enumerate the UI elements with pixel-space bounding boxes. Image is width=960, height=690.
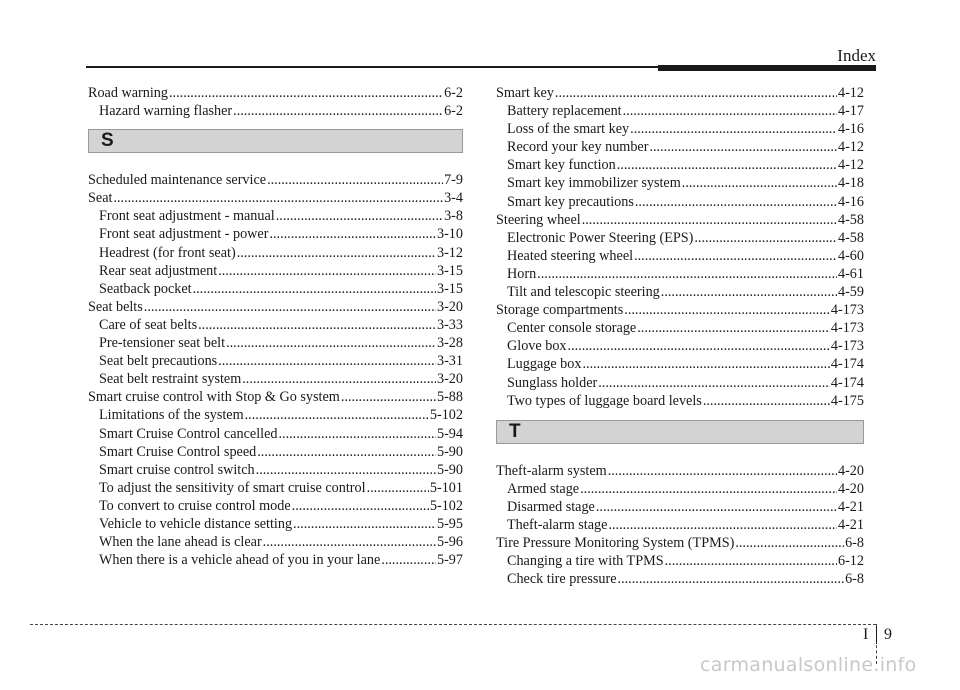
dot-leader	[242, 370, 436, 388]
index-subentry	[88, 352, 463, 370]
index-subentry	[496, 392, 864, 410]
index-entry-term: Smart cruise control with Stop & Go system	[88, 389, 340, 406]
index-entry-term: Smart key	[496, 85, 554, 101]
index-entry	[496, 84, 864, 102]
index-subentry	[496, 570, 864, 588]
index-entry-page: 4-20	[837, 480, 864, 497]
index-subentry	[88, 461, 463, 479]
dot-leader	[555, 84, 837, 102]
section-header-s: S	[88, 129, 463, 153]
index-entry-term: Rear seat adjustment	[99, 262, 218, 279]
index-entry-page: 4-61	[837, 265, 864, 282]
dot-leader	[245, 406, 429, 424]
index-entry-term: Vehicle to vehicle distance setting	[99, 515, 293, 532]
dot-leader	[596, 498, 837, 516]
index-group-s-cont	[496, 84, 864, 410]
dot-leader	[269, 225, 436, 243]
index-entry-page: 6-2	[444, 103, 463, 120]
index-entry-page: 5-102	[429, 407, 463, 424]
index-subentry	[88, 262, 463, 280]
index-subentry	[496, 265, 864, 283]
index-entry-page: 3-15	[436, 262, 463, 279]
dot-leader	[582, 355, 829, 373]
index-entry-term: Seat	[88, 190, 113, 207]
index-entry-page: 4-12	[837, 139, 864, 156]
dot-leader	[293, 515, 436, 533]
index-subentry	[496, 156, 864, 174]
dot-leader	[256, 461, 436, 479]
dot-leader	[218, 352, 436, 370]
dot-leader	[233, 102, 443, 120]
header-rule-accent	[658, 65, 876, 71]
index-entry-term: Sunglass holder	[507, 374, 598, 391]
dot-leader	[582, 211, 837, 229]
index-subentry	[88, 551, 463, 569]
index-entry-page: 5-95	[436, 515, 463, 532]
index-entry	[88, 298, 463, 316]
index-entry-page: 4-173	[830, 320, 864, 337]
index-entry-page: 5-90	[436, 461, 463, 478]
index-subentry	[496, 120, 864, 138]
index-entry	[88, 84, 463, 102]
index-entry-term: Front seat adjustment - manual	[99, 208, 275, 225]
dot-leader	[292, 497, 429, 515]
index-entry-term: When there is a vehicle ahead of you in your lane	[99, 552, 381, 569]
index-entry-term: Front seat adjustment - power	[99, 226, 269, 243]
index-subentry	[496, 355, 864, 373]
index-entry-term: Scheduled maintenance service	[88, 172, 267, 189]
index-subentry	[496, 552, 864, 570]
index-entry-page: 4-58	[837, 229, 864, 246]
index-subentry	[88, 370, 463, 388]
index-entry-page: 4-20	[837, 462, 864, 479]
index-entry-page: 3-8	[444, 208, 463, 225]
index-entry-term: Hazard warning flasher	[99, 103, 233, 120]
index-subentry	[496, 247, 864, 265]
index-entry-term: Theft-alarm stage	[507, 516, 608, 533]
index-entry-page: 3-15	[436, 280, 463, 297]
index-entry-term: Headrest (for front seat)	[99, 244, 236, 261]
dot-leader	[682, 174, 837, 192]
section-header-t: T	[496, 420, 864, 444]
index-entry-page: 4-12	[837, 85, 864, 101]
index-entry-page: 4-21	[837, 498, 864, 515]
index-entry-page: 6-2	[444, 85, 463, 101]
index-entry-term: Center console storage	[507, 320, 637, 337]
dot-leader	[198, 316, 436, 334]
index-entry-page: 3-10	[436, 226, 463, 243]
index-entry-page: 4-21	[837, 516, 864, 533]
index-entry	[496, 211, 864, 229]
dot-leader	[649, 138, 837, 156]
page-header-title: Index	[837, 46, 876, 65]
footer-rule	[30, 624, 876, 625]
dot-leader	[703, 392, 830, 410]
index-entry-term: Battery replacement	[507, 103, 622, 120]
dot-leader	[278, 425, 436, 443]
dot-leader	[630, 120, 837, 138]
index-entry-page: 4-174	[830, 374, 864, 391]
index-subentry	[496, 174, 864, 192]
index-group-t	[496, 462, 864, 589]
footer-page-number: 9	[884, 626, 892, 643]
index-group-s	[88, 171, 463, 569]
index-subentry	[88, 497, 463, 515]
dot-leader	[537, 265, 837, 283]
index-subentry	[88, 102, 463, 120]
index-entry-term: Theft-alarm system	[496, 462, 607, 479]
index-entry-term: Smart Cruise Control speed	[99, 443, 257, 460]
dot-leader	[568, 337, 830, 355]
index-entry-page: 3-31	[436, 353, 463, 370]
index-entry-page: 5-97	[436, 552, 463, 569]
index-entry-term: Seat belts	[88, 298, 143, 315]
dot-leader	[341, 388, 436, 406]
index-subentry	[496, 498, 864, 516]
index-entry-page: 6-8	[845, 535, 864, 552]
index-subentry	[496, 283, 864, 301]
index-entry-page: 5-102	[429, 497, 463, 514]
dot-leader	[144, 298, 436, 316]
dot-leader	[735, 534, 844, 552]
index-entry-term: Check tire pressure	[507, 571, 617, 588]
dot-leader	[276, 207, 443, 225]
index-entry-term: Luggage box	[507, 356, 582, 373]
index-subentry	[88, 334, 463, 352]
index-entry	[88, 388, 463, 406]
dot-leader	[624, 301, 830, 319]
index-entry-term: Pre-tensioner seat belt	[99, 335, 226, 352]
dot-leader	[263, 533, 436, 551]
dot-leader	[608, 462, 837, 480]
index-subentry	[88, 316, 463, 334]
index-entry-page: 4-58	[837, 211, 864, 228]
dot-leader	[193, 280, 436, 298]
index-entry-page: 4-173	[830, 302, 864, 319]
dot-leader	[617, 156, 837, 174]
index-entry-term: Loss of the smart key	[507, 121, 630, 138]
index-entry-page: 3-4	[444, 190, 463, 207]
dot-leader	[580, 480, 837, 498]
index-entry-term: Tilt and telescopic steering	[507, 284, 660, 301]
dot-leader	[623, 102, 837, 120]
index-entry-page: 4-59	[837, 284, 864, 301]
index-subentry	[496, 193, 864, 211]
index-entry-page: 4-60	[837, 247, 864, 264]
index-subentry	[88, 244, 463, 262]
index-entry-page: 4-12	[837, 157, 864, 174]
watermark-text: carmanualsonline.info	[700, 654, 917, 676]
index-subentry	[88, 425, 463, 443]
dot-leader	[637, 319, 830, 337]
index-entry-page: 5-94	[436, 425, 463, 442]
index-group-r	[88, 84, 463, 120]
dot-leader	[634, 247, 837, 265]
index-subentry	[496, 229, 864, 247]
index-entry-term: To convert to cruise control mode	[99, 497, 291, 514]
dot-leader	[113, 189, 443, 207]
index-subentry	[496, 516, 864, 534]
index-entry-page: 4-175	[830, 392, 864, 409]
index-entry-page: 3-20	[436, 371, 463, 388]
index-entry-page: 4-18	[837, 175, 864, 192]
index-entry-term: Armed stage	[507, 480, 580, 497]
index-entry-term: When the lane ahead is clear	[99, 534, 262, 551]
index-subentry	[88, 406, 463, 424]
index-subentry	[496, 102, 864, 120]
index-entry-page: 5-90	[436, 443, 463, 460]
index-entry-term: Road warning	[88, 85, 168, 101]
index-entry-term: Smart key function	[507, 157, 616, 174]
index-entry-page: 4-173	[830, 338, 864, 355]
index-column-right	[496, 84, 864, 588]
index-entry-term: Care of seat belts	[99, 316, 198, 333]
index-entry-term: Glove box	[507, 338, 567, 355]
index-subentry	[88, 479, 463, 497]
index-entry-term: To adjust the sensitivity of smart cruise control	[99, 479, 366, 496]
index-entry-term: Horn	[507, 265, 537, 282]
index-entry-page: 3-20	[436, 298, 463, 315]
index-entry-term: Smart key precautions	[507, 193, 634, 210]
dot-leader	[267, 171, 443, 189]
index-subentry	[496, 138, 864, 156]
footer-section-label: I	[863, 626, 869, 643]
index-subentry	[88, 207, 463, 225]
index-subentry	[496, 337, 864, 355]
index-entry-page: 6-12	[837, 553, 864, 570]
index-entry-term: Limitations of the system	[99, 407, 244, 424]
index-subentry	[88, 443, 463, 461]
index-entry-page: 5-96	[436, 534, 463, 551]
dot-leader	[367, 479, 429, 497]
index-entry	[496, 301, 864, 319]
index-entry-page: 4-16	[837, 121, 864, 138]
index-entry-page: 7-9	[444, 172, 463, 189]
index-entry-page: 3-28	[436, 335, 463, 352]
dot-leader	[237, 244, 436, 262]
index-entry-page: 4-174	[830, 356, 864, 373]
index-entry-term: Record your key number	[507, 139, 649, 156]
index-column-left	[88, 84, 463, 569]
index-entry-term: Seatback pocket	[99, 280, 192, 297]
index-subentry	[88, 225, 463, 243]
dot-leader	[661, 283, 837, 301]
dot-leader	[218, 262, 436, 280]
footer-page-separator	[876, 626, 877, 644]
index-entry-page: 3-12	[436, 244, 463, 261]
index-entry-page: 6-8	[845, 571, 864, 588]
index-entry-page: 4-16	[837, 193, 864, 210]
dot-leader	[169, 84, 443, 102]
index-entry-term: Two types of luggage board levels	[507, 392, 702, 409]
dot-leader	[608, 516, 837, 534]
index-entry-term: Electronic Power Steering (EPS)	[507, 229, 694, 246]
index-entry	[496, 462, 864, 480]
index-entry-term: Tire Pressure Monitoring System (TPMS)	[496, 535, 735, 552]
index-entry-page: 4-17	[837, 103, 864, 120]
index-entry-term: Storage compartments	[496, 302, 624, 319]
index-entry-term: Seat belt restraint system	[99, 371, 242, 388]
dot-leader	[257, 443, 436, 461]
dot-leader	[635, 193, 837, 211]
dot-leader	[381, 551, 436, 569]
index-subentry	[496, 319, 864, 337]
index-subentry	[88, 515, 463, 533]
index-entry-term: Heated steering wheel	[507, 247, 634, 264]
index-subentry	[496, 374, 864, 392]
index-entry-term: Steering wheel	[496, 211, 581, 228]
index-entry-term: Changing a tire with TPMS	[507, 553, 664, 570]
index-subentry	[88, 533, 463, 551]
index-entry-term: Seat belt precautions	[99, 353, 218, 370]
index-entry-term: Disarmed stage	[507, 498, 595, 515]
index-subentry	[88, 280, 463, 298]
index-entry-term: Smart Cruise Control cancelled	[99, 425, 278, 442]
index-entry-term: Smart cruise control switch	[99, 461, 255, 478]
index-entry-term: Smart key immobilizer system	[507, 175, 681, 192]
index-entry	[88, 189, 463, 207]
index-entry	[88, 171, 463, 189]
index-entry-page: 5-101	[429, 479, 463, 496]
dot-leader	[226, 334, 436, 352]
index-entry	[496, 534, 864, 552]
dot-leader	[598, 374, 830, 392]
dot-leader	[694, 229, 837, 247]
dot-leader	[618, 570, 845, 588]
index-entry-page: 3-33	[436, 316, 463, 333]
dot-leader	[665, 552, 837, 570]
index-entry-page: 5-88	[436, 389, 463, 406]
index-subentry	[496, 480, 864, 498]
